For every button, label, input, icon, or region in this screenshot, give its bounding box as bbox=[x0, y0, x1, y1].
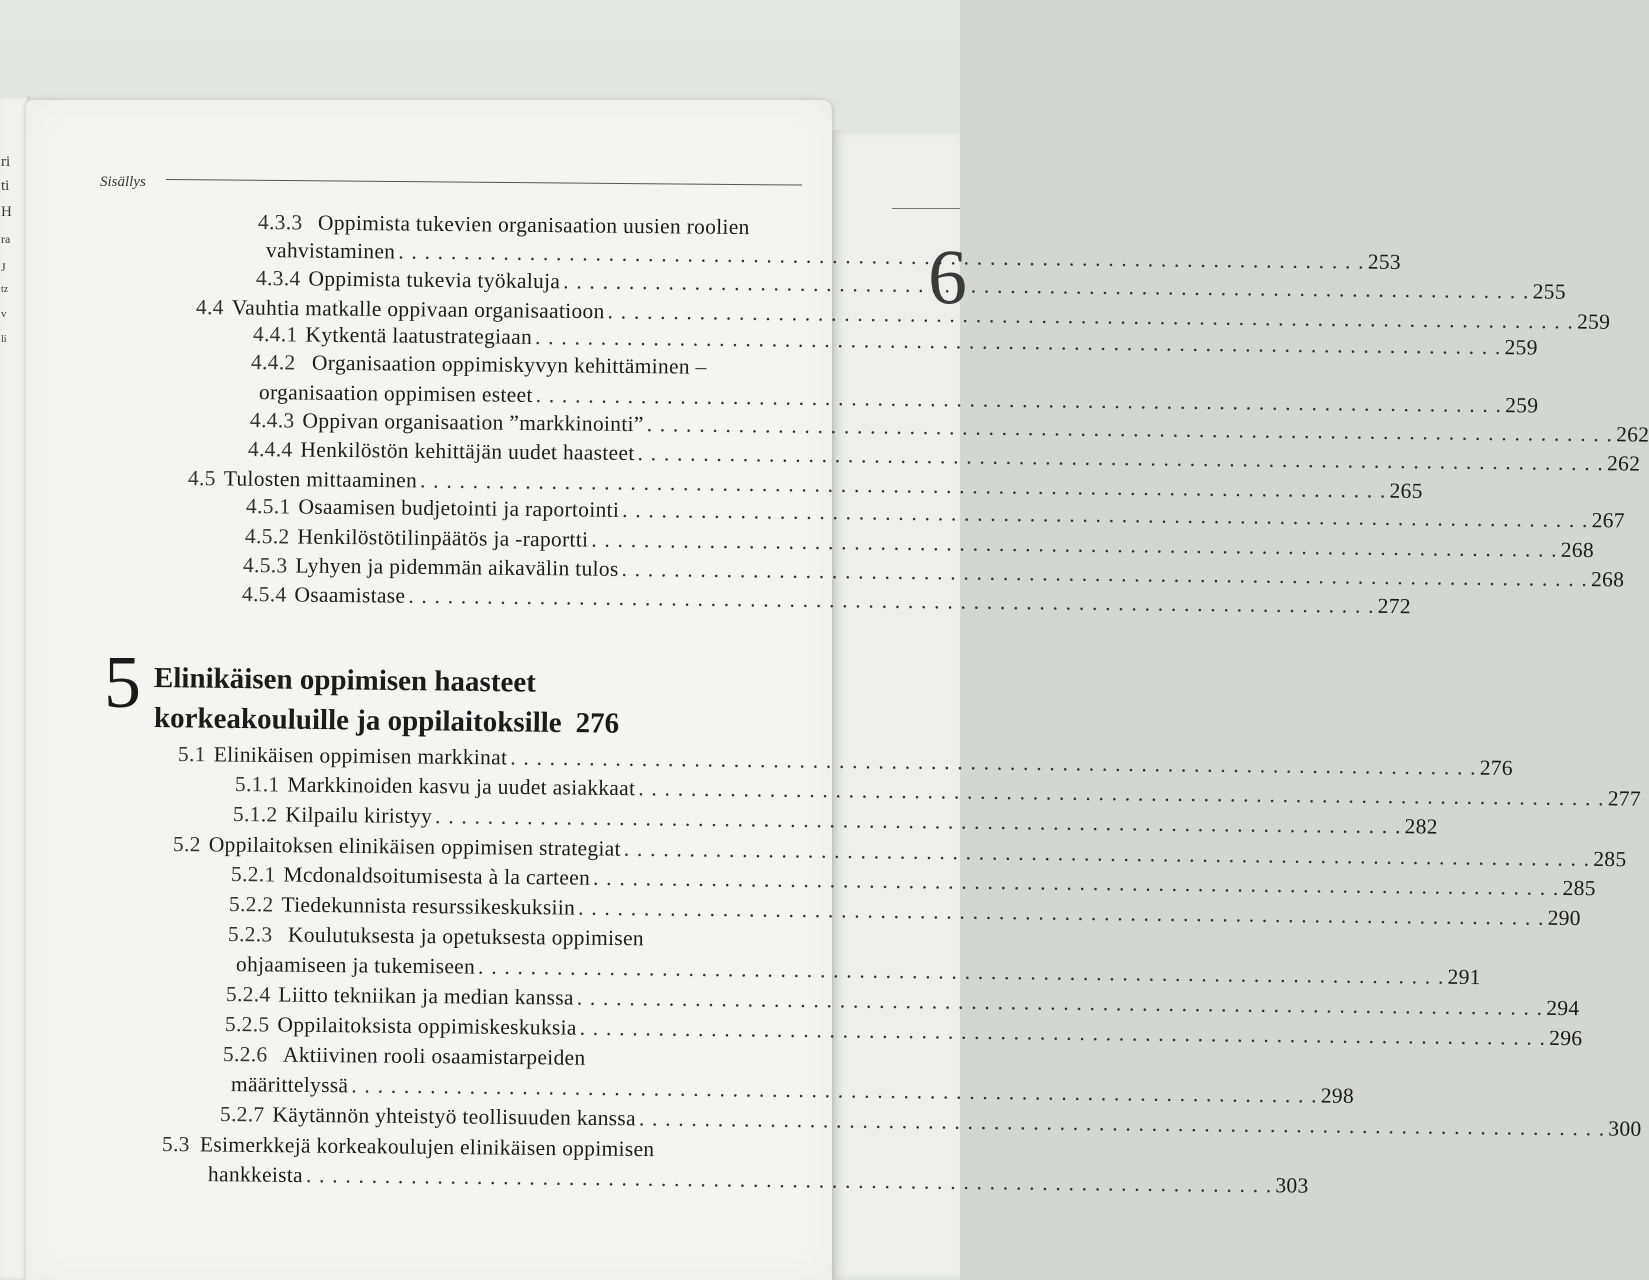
chapter-page-number: 276 bbox=[575, 707, 620, 740]
toc-entry-label: Osaamisen budjetointi ja raportointi bbox=[298, 494, 620, 522]
toc-entry-number: 5.2.2 bbox=[228, 892, 274, 917]
toc-entry bbox=[177, 742, 1514, 780]
toc-entry-page: 268 bbox=[1560, 537, 1595, 563]
toc-entry-label: Mcdonaldsoitumisesta à la carteen bbox=[283, 862, 591, 890]
toc-entry-label: Henkilöstön kehittäjän uudet haasteet bbox=[300, 437, 635, 466]
toc-entry bbox=[247, 437, 1641, 476]
toc-entry-number: 5.2.5 bbox=[224, 1012, 270, 1037]
toc-entry bbox=[242, 553, 1625, 592]
toc-entry-page: 290 bbox=[1547, 905, 1581, 931]
toc-leader-dots bbox=[510, 745, 1477, 780]
toc-leader-dots bbox=[408, 584, 1375, 619]
toc-leader-dots bbox=[638, 776, 1605, 811]
toc-entry-page: 285 bbox=[1593, 846, 1627, 872]
left-page-fragment: ti bbox=[1, 178, 10, 194]
chapter-title-text: Elinikäisen oppimisen haasteet bbox=[153, 662, 537, 699]
left-page-fragment: li bbox=[1, 334, 7, 345]
toc-entry-number: 4.4.4 bbox=[247, 437, 293, 462]
toc-entry bbox=[224, 1012, 1583, 1051]
toc-entry-label: Elinikäisen oppimisen markkinat bbox=[213, 742, 508, 770]
toc-entry-number: 5.2 bbox=[172, 832, 201, 857]
toc-entry bbox=[255, 266, 1566, 304]
toc-entry-label: Lyhyen ja pidemmän aikavälin tulos bbox=[295, 553, 619, 581]
toc-entry bbox=[241, 582, 1412, 619]
toc-entry-number: 4.5 bbox=[187, 466, 216, 491]
toc-entry-label: Oppimista tukevien organisaation uusien roolien bbox=[317, 210, 750, 240]
toc-entry bbox=[219, 1102, 1642, 1141]
toc-leader-dots bbox=[624, 837, 1591, 872]
toc-entry-label: Tiedekunnista resurssikeskuksiin bbox=[281, 892, 576, 920]
toc-entry-number: 5.2.7 bbox=[219, 1102, 265, 1127]
toc-entry bbox=[251, 350, 806, 381]
toc-entry-label: Käytännön yhteistyö teollisuuden kanssa bbox=[272, 1102, 637, 1131]
toc-entry-number: 5.3 bbox=[161, 1132, 190, 1157]
toc-leader-dots bbox=[637, 441, 1604, 476]
toc-entry-page: 268 bbox=[1590, 567, 1625, 592]
toc-entry bbox=[228, 892, 1581, 931]
toc-entry-page: 285 bbox=[1562, 875, 1596, 901]
toc-entry-number: 4.4.1 bbox=[252, 322, 298, 347]
left-page-fragment: ri bbox=[1, 154, 11, 170]
toc-leader-dots bbox=[435, 804, 1402, 839]
toc-entry bbox=[232, 802, 1438, 839]
chapter-title-line-2 bbox=[154, 702, 620, 741]
toc-entry-number: 4.3.3 bbox=[257, 210, 303, 235]
toc-entry-page: 272 bbox=[1377, 593, 1412, 619]
toc-entry bbox=[245, 494, 1625, 533]
toc-leader-dots bbox=[622, 498, 1589, 533]
toc-entry-label: organisaation oppimisen esteet bbox=[258, 380, 533, 407]
left-page-fragment: ra bbox=[1, 232, 11, 246]
toc-entry-number: 5.2.3 bbox=[227, 922, 273, 947]
left-page-fragment: H bbox=[1, 204, 12, 220]
toc-entry-label: Vauhtia matkalle oppivaan organisaatioon bbox=[231, 295, 605, 324]
toc-entry-label: Aktiivinen rooli osaamistarpeiden bbox=[282, 1042, 586, 1070]
toc-entry bbox=[251, 380, 1539, 418]
toc-entry bbox=[258, 238, 1402, 274]
toc-entry bbox=[223, 1072, 1355, 1108]
toc-entry bbox=[244, 524, 1595, 563]
toc-entry-page: 259 bbox=[1505, 393, 1539, 418]
toc-entry-page: 253 bbox=[1367, 249, 1402, 274]
toc-entry-page: 267 bbox=[1591, 508, 1625, 533]
toc-entry-label: Esimerkkejä korkeakoulujen elinikäisen oppimisen bbox=[199, 1132, 655, 1162]
right-page-chapter-numeral: 6 bbox=[928, 233, 967, 320]
toc-entry-label: Kytkentä laatustrategiaan bbox=[305, 322, 533, 349]
toc-entry-page: 262 bbox=[1616, 422, 1649, 447]
toc-entry bbox=[258, 210, 806, 241]
toc-entry-label: määrittelyssä bbox=[230, 1072, 349, 1098]
toc-entry-label: Osaamistase bbox=[294, 582, 406, 608]
toc-entry bbox=[223, 1042, 800, 1073]
toc-entry-number: 4.4.2 bbox=[250, 350, 296, 375]
toc-entry-label: Oppilaitoksen elinikäisen oppimisen strategiat bbox=[208, 832, 621, 861]
toc-entry-number: 4.5.1 bbox=[245, 494, 291, 519]
toc-entry-number: 4.3.4 bbox=[255, 266, 301, 291]
toc-entry bbox=[162, 1132, 800, 1164]
toc-entry-number: 4.4.3 bbox=[249, 408, 295, 433]
toc-entry-number: 4.5.4 bbox=[241, 582, 287, 607]
toc-entry-label: Oppilaitoksista oppimiskeskuksia bbox=[277, 1012, 577, 1040]
toc-entry-label: Organisaation oppimiskyvyn kehittäminen – bbox=[311, 350, 707, 379]
left-page-fragment: J bbox=[1, 260, 6, 274]
running-head: Sisällys bbox=[100, 174, 146, 190]
toc-entry-page: 255 bbox=[1532, 279, 1566, 304]
toc-entry-number: 5.1.1 bbox=[234, 772, 280, 797]
toc-entry-number: 5.1.2 bbox=[232, 802, 278, 827]
toc-entry-label: Oppimista tukevia työkaluja bbox=[308, 266, 561, 294]
toc-entry-label: Markkinoiden kasvu ja uudet asiakkaat bbox=[287, 772, 636, 801]
toc-entry bbox=[230, 862, 1596, 901]
toc-entry-page: 296 bbox=[1549, 1025, 1583, 1051]
toc-entry-page: 294 bbox=[1546, 995, 1580, 1021]
toc-entry-label: Oppivan organisaation ”markkinointi” bbox=[302, 408, 644, 437]
toc-entry bbox=[172, 832, 1627, 872]
toc-entry-label: Liitto tekniikan ja median kanssa bbox=[278, 982, 574, 1010]
toc-entry bbox=[234, 772, 1642, 811]
toc-entry-number: 4.5.2 bbox=[244, 524, 290, 549]
toc-entry-label: ohjaamiseen ja tukemiseen bbox=[235, 952, 476, 979]
toc-entry-page: 282 bbox=[1404, 814, 1438, 839]
toc-entry-label: vahvistaminen bbox=[265, 238, 396, 264]
toc-entry-label: Tulosten mittaaminen bbox=[223, 466, 418, 493]
toc-entry-label: hankkeista bbox=[207, 1162, 304, 1188]
toc-entry-page: 259 bbox=[1576, 309, 1611, 334]
toc-leader-dots bbox=[577, 986, 1544, 1021]
toc-entry-page: 298 bbox=[1320, 1083, 1355, 1108]
toc-entry bbox=[228, 952, 1481, 990]
chapter-title-text: korkeakouluille ja oppilaitoksille bbox=[153, 702, 562, 739]
toc-entry-number: 4.4 bbox=[195, 295, 224, 320]
toc-entry bbox=[187, 466, 1423, 503]
toc-entry bbox=[228, 922, 800, 953]
toc-leader-dots bbox=[580, 1016, 1547, 1051]
toc-entry bbox=[200, 1162, 1309, 1198]
toc-entry bbox=[225, 982, 1580, 1021]
toc-entry-page: 303 bbox=[1275, 1173, 1309, 1198]
toc-leader-dots bbox=[593, 866, 1560, 901]
chapter-number: 5 bbox=[104, 642, 141, 724]
toc-entry-number: 5.1 bbox=[177, 742, 206, 767]
toc-entry-page: 291 bbox=[1447, 964, 1481, 990]
toc-entry-label: Henkilöstötilinpäätös ja -raportti bbox=[297, 524, 589, 552]
chapter-title-line-1 bbox=[154, 662, 536, 700]
toc-leader-dots bbox=[478, 955, 1445, 990]
toc-entry-page: 259 bbox=[1504, 335, 1538, 360]
toc-entry-number: 5.2.1 bbox=[230, 862, 276, 887]
left-page-fragment: v bbox=[1, 308, 7, 320]
toc-entry-page: 262 bbox=[1606, 451, 1641, 476]
toc-entry-number: 5.2.6 bbox=[222, 1042, 268, 1067]
toc-entry bbox=[249, 408, 1649, 447]
toc-leader-dots bbox=[639, 1106, 1606, 1141]
toc-entry-page: 300 bbox=[1608, 1116, 1642, 1141]
toc-entry-number: 5.2.4 bbox=[225, 982, 271, 1007]
toc-entry-label: Koulutuksesta ja opetuksesta oppimisen bbox=[287, 922, 645, 951]
toc-entry-page: 276 bbox=[1479, 755, 1514, 780]
toc-leader-dots bbox=[351, 1073, 1318, 1108]
toc-entry-page: 265 bbox=[1389, 478, 1423, 503]
toc-entry-number: 4.5.3 bbox=[242, 553, 288, 578]
left-page-fragment: tz bbox=[1, 284, 9, 295]
toc-entry-page: 277 bbox=[1607, 786, 1642, 811]
toc-entry bbox=[252, 322, 1538, 360]
toc-leader-dots bbox=[578, 896, 1545, 931]
toc-leader-dots bbox=[306, 1163, 1273, 1198]
toc-entry-label: Kilpailu kiristyy bbox=[285, 802, 433, 829]
